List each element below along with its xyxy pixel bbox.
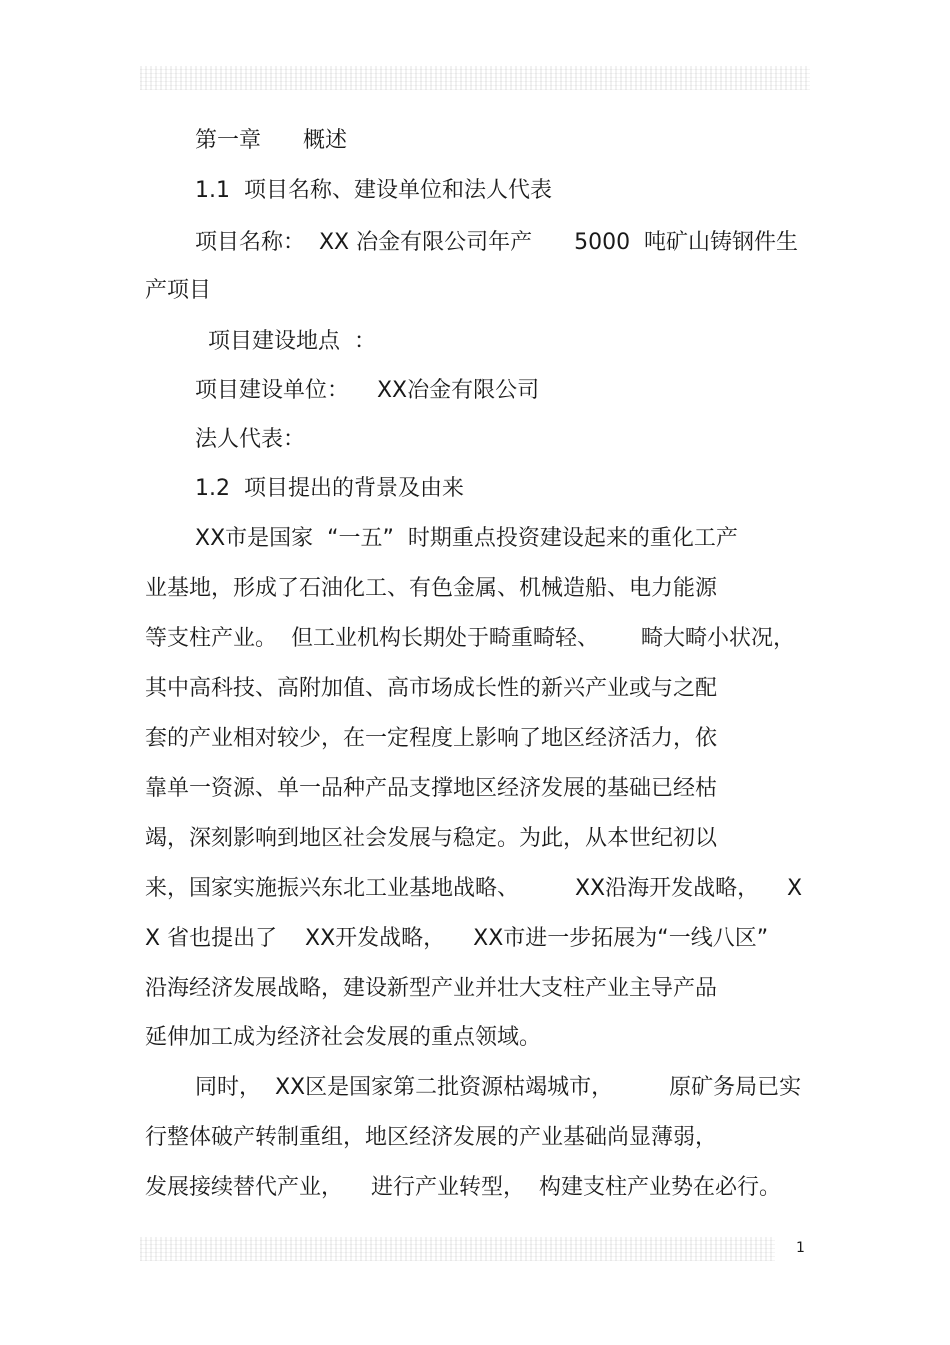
page-number: 1: [796, 1240, 805, 1256]
paragraph-2-line: 行整体破产转制重组，地区经济发展的产业基础尚显薄弱，: [145, 1125, 718, 1150]
paragraph-1-line: 业基地，形成了石油化工、有色金属、机械造船、电力能源: [145, 576, 718, 601]
project-name-line-1: 项目名称： XX 冶金有限公司年产 5000 吨矿山铸钢件生: [195, 230, 799, 255]
footer-noise-band: [140, 1237, 775, 1261]
header-noise-band: [140, 66, 810, 90]
section-heading-1-1: 1.1 项目名称、建设单位和法人代表: [195, 178, 552, 203]
project-name-line-2: 产项目: [145, 278, 212, 303]
paragraph-1-line: 来，国家实施振兴东北工业基地战略、 XX沿海开发战略， X: [145, 876, 803, 901]
paragraph-1-line: 竭，深刻影响到地区社会发展与稳定。为此，从本世纪初以: [145, 826, 718, 851]
legal-representative: 法人代表：: [195, 427, 306, 452]
paragraph-2-line: 同时， XX区是国家第二批资源枯竭城市， 原矿务局已实: [195, 1075, 802, 1100]
project-location: 项目建设地点 ：: [208, 329, 376, 354]
paragraph-1-line: 其中高科技、高附加值、高市场成长性的新兴产业或与之配: [145, 676, 718, 701]
paragraph-1-line: 延伸加工成为经济社会发展的重点领域。: [145, 1025, 542, 1050]
paragraph-2-line: 发展接续替代产业， 进行产业转型， 构建支柱产业势在必行。: [145, 1175, 781, 1200]
paragraph-1-line: XX市是国家 “一五” 时期重点投资建设起来的重化工产: [195, 526, 738, 551]
paragraph-1-line: 套的产业相对较少，在一定程度上影响了地区经济活力，依: [145, 726, 718, 751]
chapter-heading: 第一章 概述: [195, 128, 347, 153]
section-heading-1-2: 1.2 项目提出的背景及由来: [195, 476, 464, 501]
paragraph-1-line: 等支柱产业。 但工业机构长期处于畸重畸轻、 畸大畸小状况，: [145, 626, 795, 651]
paragraph-1-line: 靠单一资源、单一品种产品支撑地区经济发展的基础已经枯: [145, 776, 718, 801]
paragraph-1-line: 沿海经济发展战略，建设新型产业并壮大支柱产业主导产品: [145, 976, 718, 1001]
paragraph-1-line: X 省也提出了 XX开发战略， XX市进一步拓展为“一线八区”: [145, 926, 769, 951]
project-unit: 项目建设单位： XX冶金有限公司: [195, 378, 540, 403]
